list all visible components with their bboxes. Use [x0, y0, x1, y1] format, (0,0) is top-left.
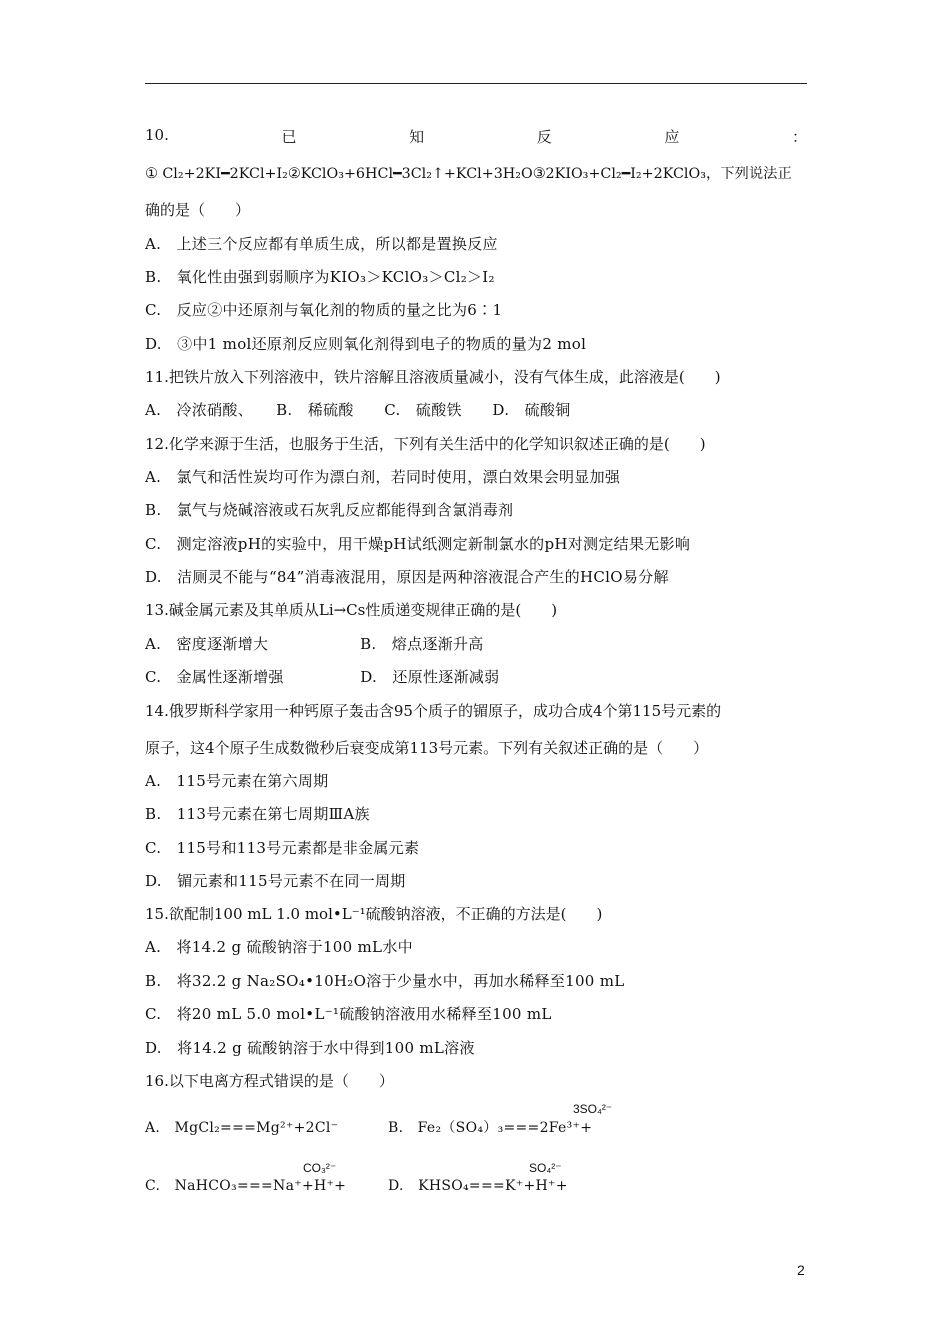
q10-option-a: A. 上述三个反应都有单质生成，所以都是置换反应 — [145, 235, 498, 253]
q12-option-d: D. 洁厕灵不能与“84”消毒液混用，原因是两种溶液混合产生的HClO易分解 — [145, 568, 669, 586]
q10-head-char: 知 — [409, 128, 425, 146]
q10-option-c: C. 反应②中还原剂与氧化剂的物质的量之比为6∶1 — [145, 301, 503, 319]
q15-option-b: B. 将32.2 g Na₂SO₄•10H₂O溶于少量水中，再加水稀释至100 mL — [145, 972, 625, 990]
q16-d-sulfate-ion: SO₄²⁻ — [529, 1161, 562, 1175]
q10-head-char: 应 — [664, 128, 680, 146]
q15-option-d: D. 将14.2 g 硫酸钠溶于水中得到100 mL溶液 — [145, 1039, 475, 1057]
q14-option-b: B. 113号元素在第七周期ⅢA族 — [145, 805, 370, 823]
q15-option-a: A. 将14.2 g 硫酸钠溶于100 mL水中 — [145, 938, 413, 956]
q10-header — [145, 126, 807, 147]
q10-head-char: 反 — [536, 128, 552, 146]
q16-option-a: A. MgCl₂===Mg²⁺+2Cl⁻ — [145, 1120, 339, 1136]
header-rule — [145, 83, 807, 84]
q16-option-d: D. KHSO₄===K⁺+H⁺+ — [388, 1178, 568, 1194]
q16-stem: 16.以下电离方程式错误的是（ ） — [145, 1072, 394, 1090]
q12-option-c: C. 测定溶液pH的实验中，用干燥pH试纸测定新制氯水的pH对测定结果无影响 — [145, 535, 691, 553]
q14-option-d: D. 镅元素和115号元素不在同一周期 — [145, 872, 406, 890]
q14-option-a: A. 115号元素在第六周期 — [145, 772, 329, 790]
q12-stem: 12.化学来源于生活，也服务于生活，下列有关生活中的化学知识叙述正确的是( ) — [145, 435, 706, 453]
q10-option-b: B. 氧化性由强到弱顺序为KIO₃＞KClO₃＞Cl₂＞I₂ — [145, 268, 495, 286]
q13-options-row2: C. 金属性逐渐增强 D. 还原性逐渐减弱 — [145, 668, 500, 686]
q11-options: A. 冷浓硝酸、 B. 稀硫酸 C. 硫酸铁 D. 硫酸铜 — [145, 401, 571, 419]
q13-stem: 13.碱金属元素及其单质从Li→Cs性质递变规律正确的是( ) — [145, 601, 558, 619]
q15-option-c: C. 将20 mL 5.0 mol•L⁻¹硫酸钠溶液用水稀释至100 mL — [145, 1005, 552, 1023]
q10-option-d: D. ③中1 mol还原剂反应则氧化剂得到电子的物质的量为2 mol — [145, 335, 587, 353]
q13-options-row1: A. 密度逐渐增大 B. 熔点逐渐升高 — [145, 635, 484, 653]
q16-b-sulfate-ion: 3SO₄²⁻ — [573, 1102, 613, 1116]
q10-head-char: 已 — [281, 128, 297, 146]
q16-option-c: C. NaHCO₃===Na⁺+H⁺+ — [145, 1178, 347, 1194]
q14-stem-line1: 14.俄罗斯科学家用一种钙原子轰击含95个质子的镅原子，成功合成4个第115号元素的 — [145, 702, 722, 720]
q12-option-b: B. 氯气与烧碱溶液或石灰乳反应都能得到含氯消毒剂 — [145, 501, 514, 519]
q16-option-b: B. Fe₂（SO₄）₃===2Fe³⁺+ — [388, 1120, 593, 1136]
q10-head-char: ： — [791, 128, 807, 146]
q11-stem: 11.把铁片放入下列溶液中，铁片溶解且溶液质量减小，没有气体生成，此溶液是( ) — [145, 368, 721, 386]
q10-reactions: ① Cl₂+2KI━2KCl+I₂②KClO₃+6HCl━3Cl₂↑+KCl+3H₂O③2KIO₃+Cl₂━I₂+2KClO₃，下列说法正 — [145, 166, 792, 182]
q12-option-a: A. 氯气和活性炭均可作为漂白剂，若同时使用，漂白效果会明显加强 — [145, 468, 621, 486]
q10-stem-end: 确的是（ ） — [145, 201, 251, 219]
q10-number: 10. — [145, 126, 169, 144]
q14-option-c: C. 115号和113号元素都是非金属元素 — [145, 839, 420, 857]
q15-stem: 15.欲配制100 mL 1.0 mol•L⁻¹硫酸钠溶液，不正确的方法是( ) — [145, 905, 603, 923]
page-number: 2 — [797, 1262, 805, 1278]
q14-stem-line2: 原子，这4个原子生成数微秒后衰变成第113号元素。下列有关叙述正确的是（ ） — [145, 739, 709, 757]
q16-c-carbonate-ion: CO₃²⁻ — [303, 1161, 337, 1175]
